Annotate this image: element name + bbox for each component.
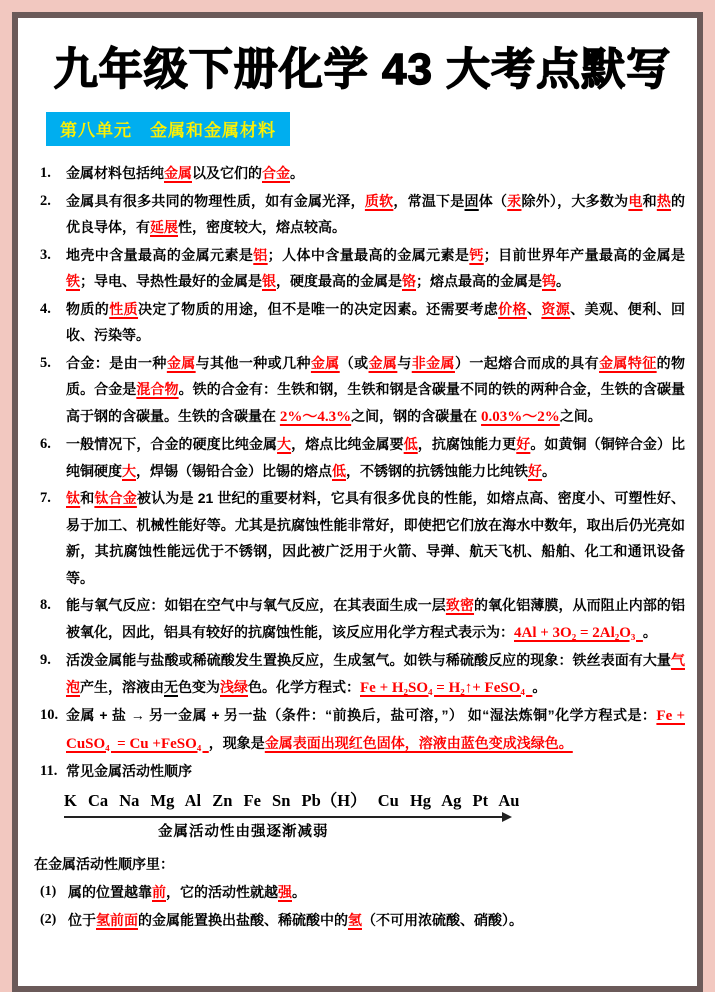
item-number: 11. (40, 763, 58, 779)
item-number: 7. (40, 490, 51, 506)
list-item (40, 188, 685, 241)
item-number: 1. (40, 165, 51, 181)
item-text: 常见金属活动性顺序 (66, 763, 192, 779)
list-item (40, 431, 685, 484)
topics-list (40, 160, 685, 785)
list-item (40, 879, 685, 906)
unit-badge: 第八单元 金属和金属材料 (46, 112, 290, 146)
activity-note-heading: 在金属活动性顺序里： (34, 855, 174, 872)
list-item (40, 702, 685, 757)
list-item (40, 296, 685, 349)
item-number: (1) (40, 883, 57, 899)
item-text: 能与氧气反应：如铝在空气中与氧气反应，在其表面生成一层致密的氧化铝薄膜，从而阻止内部的铝被氧化，因此，铝具有较好的抗腐蚀性能，该反应用化学方程式表示为：4Al + 3O₂ = 2Al₂O₃ 。 (66, 597, 686, 641)
item-number: 8. (40, 597, 51, 613)
item-text: 一般情况下，合金的硬度比纯金属大，熔点比纯金属要低，抗腐蚀能力更好。如黄铜（铜锌合金）比纯铜硬度大，焊锡（锡铅合金）比锡的熔点低，不锈钢的抗锈蚀能力比纯铁好。 (66, 436, 686, 479)
list-item (40, 647, 685, 701)
item-number: 2. (40, 192, 51, 209)
item-number: (2) (40, 912, 57, 927)
item-number: 4. (40, 300, 51, 317)
list-item (40, 907, 685, 934)
item-text: 地壳中含量最高的金属元素是铝；人体中含量最高的金属元素是钙；目前世界年产量最高的金属是铁；导电、导热性最好的金属是银，硬度最高的金属是铬；熔点最高的金属是钨。 (66, 246, 686, 289)
page-title: 九年级下册化学 43 大考点默写 (53, 45, 672, 94)
list-item (40, 242, 685, 295)
worksheet-page (12, 12, 703, 992)
item-text: 合金：是由一种金属与其他一种或几种金属（或金属与非金属）一起熔合而成的具有金属特征的物质。合金是混合物。铁的合金有：生铁和钢，生铁和钢是含碳量不同的铁的两种合金，生铁的含碳量高于钢的含碳量。生铁的含碳量在 2%～4.3%之间，钢的含碳量在 0.03%～2%之间。 (66, 354, 686, 425)
arrow-right-icon (64, 816, 510, 818)
item-number: 3. (40, 246, 51, 263)
worksheet-content (18, 44, 697, 934)
list-item (40, 758, 685, 785)
activity-series-label: 金属活动性由强逐渐减弱 (158, 823, 329, 840)
item-number: 5. (40, 354, 51, 371)
list-item (40, 350, 685, 431)
item-text: 金属 + 盐 → 另一金属 + 另一盐（条件：“前换后，盐可溶，”） 如“湿法炼铜”化学方程式是：Fe + CuSO₄ = Cu +FeSO₄ ，现象是金属表面出现红色固体，溶液由蓝色变成浅绿色。 (66, 707, 685, 752)
item-text: 金属材料包括纯金属以及它们的合金。 (66, 165, 304, 181)
activity-series: K Ca Na Mg Al Zn Fe Sn Pb（H） Cu Hg Ag Pt Au (64, 790, 520, 810)
item-text: 钛和钛合金被认为是 21 世纪的重要材料，它具有很多优良的性能，如熔点高、密度小、可塑性好、易于加工、机械性能好等。尤其是抗腐蚀性能非常好，即使把它们放在海水中数年，取出后仍光亮如新，其抗腐蚀性能远优于不锈钢，因此被广泛用于火箭、导弹、航天飞机、船舶、化工和通讯设备等。 (66, 490, 686, 586)
item-number: 9. (40, 652, 51, 668)
list-item (40, 592, 685, 646)
list-item (40, 160, 685, 187)
item-number: 10. (40, 707, 59, 723)
list-item (40, 485, 685, 591)
item-text: 金属具有很多共同的物理性质，如有金属光泽，质软，常温下是固体（汞除外），大多数为电和热的优良导体，有延展性，密度较大，熔点较高。 (66, 192, 686, 235)
item-number: 6. (40, 436, 51, 452)
item-text: 活泼金属能与盐酸或稀硫酸发生置换反应，生成氢气。如铁与稀硫酸反应的现象：铁丝表面有大量气泡产生，溶液由无色变为浅绿色。化学方程式：Fe + H₂SO₄ = H₂↑+ FeSO₄ 。 (66, 652, 685, 696)
activity-rules-list (40, 879, 685, 934)
item-text: 属的位置越靠前，它的活动性就越强。 (68, 883, 306, 900)
item-text: 位于氢前面的金属能置换出盐酸、稀硫酸中的氢（不可用浓硫酸、硝酸）。 (68, 912, 523, 928)
item-text: 物质的性质决定了物质的用途，但不是唯一的决定因素。还需要考虑价格、资源、美观、便利、回收、污染等。 (66, 300, 686, 343)
